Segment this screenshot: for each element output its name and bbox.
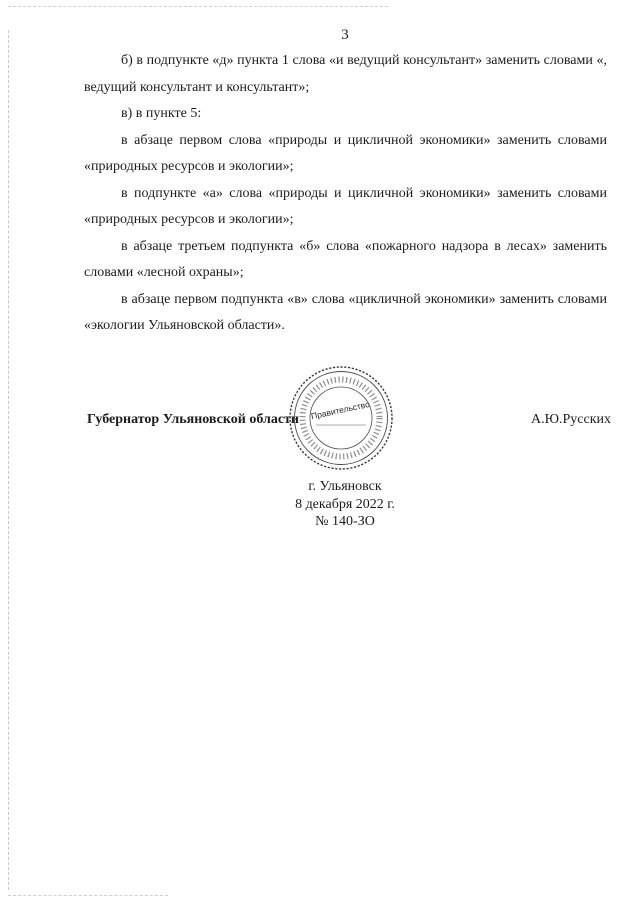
document-footer [0,478,640,531]
paragraph: в абзаце третьем подпункта «б» слова «пожарного надзора в лесах» заменить словами «лесной охраны»; [84,238,607,280]
paragraph: б) в подпункте «д» пункта 1 слова «и ведущий консультант» заменить словами «, ведущий консультант и консультант»; [84,53,607,95]
signer-title: Губернатор Ульяновской области [87,412,299,427]
paragraph: в) в пункте 5: [121,106,202,121]
page-number: 3 [341,27,349,43]
footer-number: № 140-ЗО [315,514,375,529]
footer-city: г. Ульяновск [308,479,382,494]
document-body [84,48,607,340]
paragraph: в подпункте «а» слова «природы и цикличной экономики» заменить словами «природных ресурсов и экологии»; [84,185,607,227]
footer-date: 8 декабря 2022 г. [295,496,395,512]
scan-border-top [8,6,388,8]
paragraph: в абзаце первом подпункта «в» слова «цикличной экономики» заменить словами «экологии Ульяновской области». [84,291,607,333]
paragraph: в абзаце первом слова «природы и цикличной экономики» заменить словами «природных ресурсов и экологии»; [84,132,607,174]
official-seal-icon [286,363,396,473]
seal-text: Правительство [310,398,371,422]
scan-border-left [8,30,10,890]
signer-name: А.Ю.Русских [530,412,611,427]
scan-border-bottom [8,895,168,897]
